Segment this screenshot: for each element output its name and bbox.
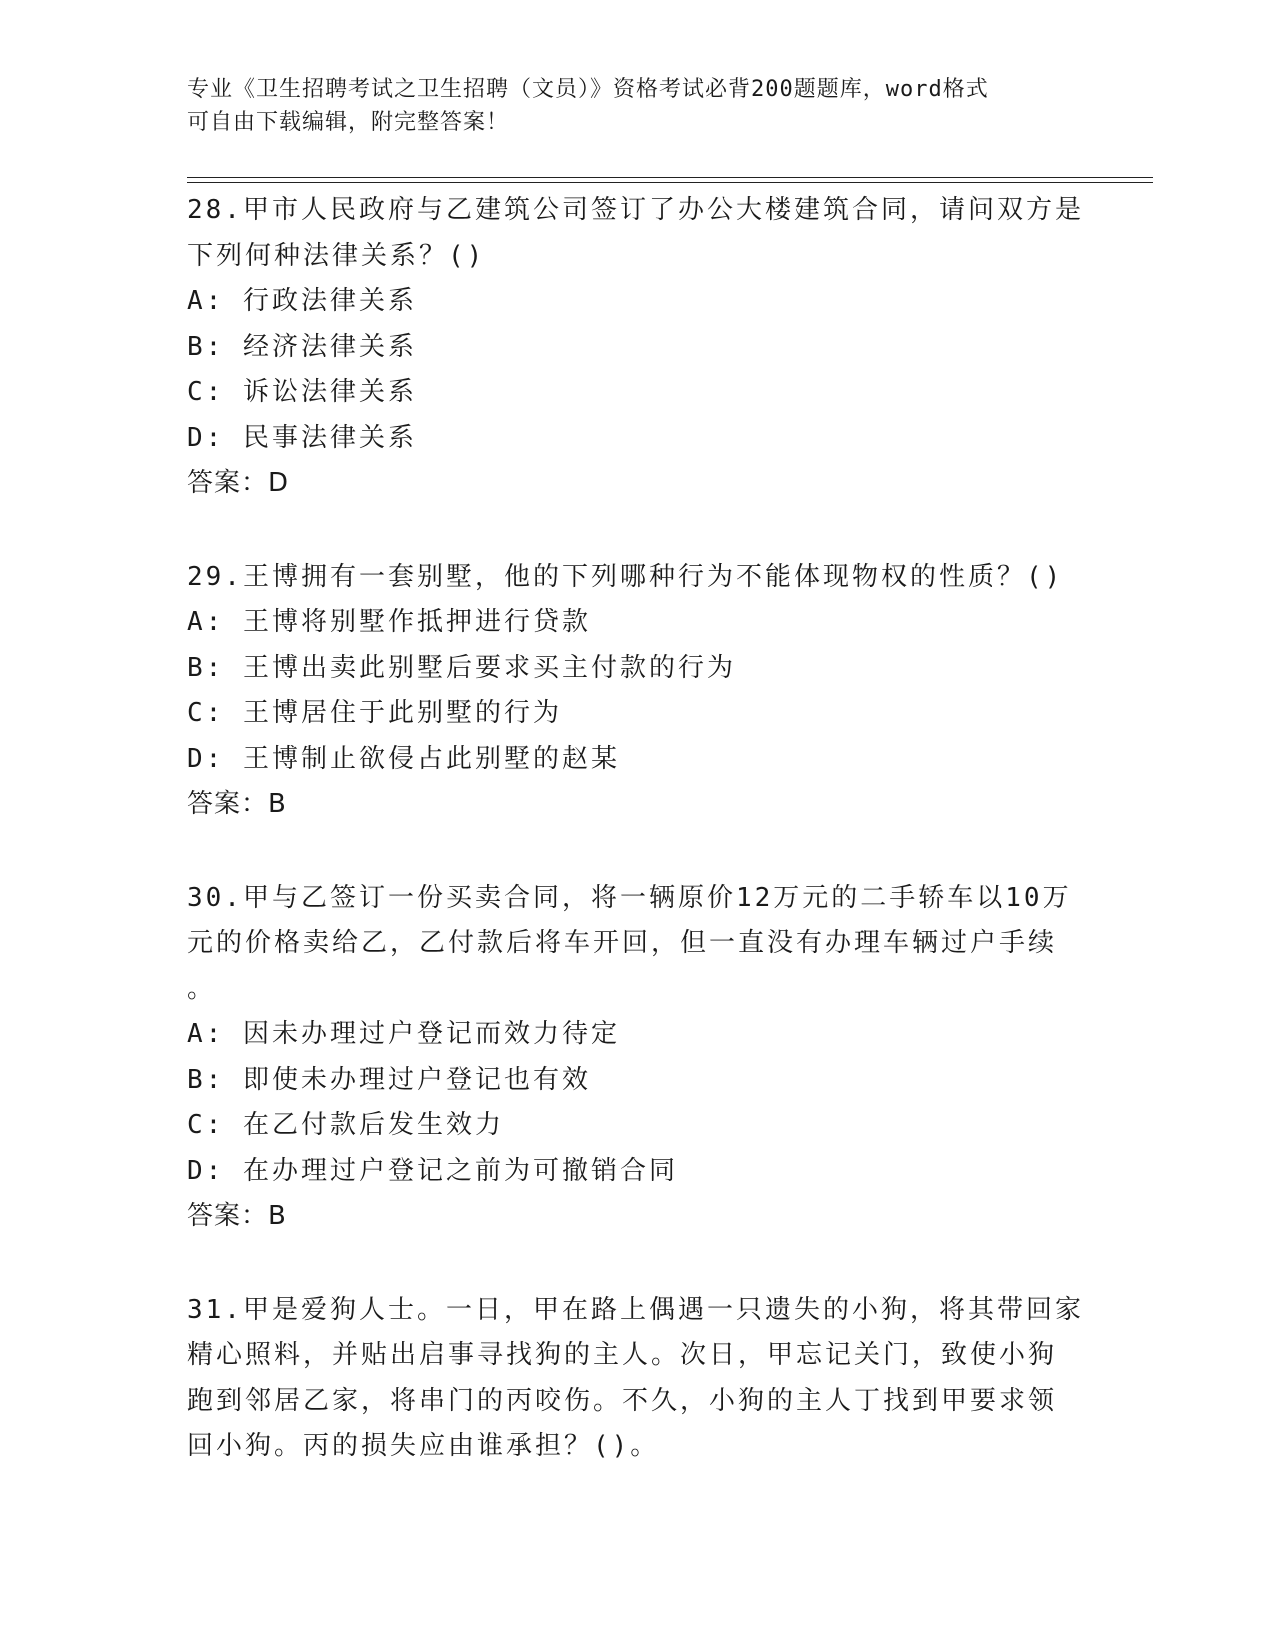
- option-b: B: 即使未办理过户登记也有效: [187, 1064, 591, 1095]
- question-text: 30.甲与乙签订一份买卖合同，将一辆原价12万元的二手轿车以10万: [187, 882, 1072, 913]
- question-31: [187, 1288, 1084, 1470]
- question-text: 29.王博拥有一套别墅，他的下列哪种行为不能体现物权的性质？(): [187, 561, 1064, 592]
- option-a: A: 行政法律关系: [187, 286, 417, 316]
- option-b: B: 王博出卖此别墅后要求买主付款的行为: [187, 652, 736, 683]
- header-divider: [187, 177, 1153, 178]
- question-text: 下列何种法律关系？(): [187, 240, 486, 271]
- option-c: C: 王博居住于此别墅的行为: [187, 698, 562, 728]
- document-header: [187, 73, 1067, 139]
- question-text: 31.甲是爱狗人士。一日，甲在路上偶遇一只遗失的小狗，将其带回家: [187, 1294, 1084, 1325]
- option-d: D: 民事法律关系: [187, 422, 417, 453]
- answer: 答案：D: [187, 468, 290, 498]
- question-text: 跑到邻居乙家，将串门的丙咬伤。不久，小狗的主人丁找到甲要求领: [187, 1385, 1058, 1416]
- question-text: 元的价格卖给乙，乙付款后将车开回，但一直没有办理车辆过户手续: [187, 928, 1058, 958]
- question-text: 回小狗。丙的损失应由谁承担？()。: [187, 1431, 660, 1461]
- option-c: C: 诉讼法律关系: [187, 377, 417, 407]
- header-line: 专业《卫生招聘考试之卫生招聘（文员）》资格考试必背200题题库，word格式: [187, 77, 989, 102]
- header-line: 可自由下载编辑，附完整答案！: [187, 110, 510, 135]
- answer: 答案：B: [187, 789, 287, 819]
- option-c: C: 在乙付款后发生效力: [187, 1110, 504, 1140]
- option-a: A: 王博将别墅作抵押进行贷款: [187, 607, 591, 637]
- question-30: [187, 876, 1072, 1240]
- question-text: 。: [187, 973, 217, 1004]
- header-divider: [187, 182, 1153, 183]
- question-text: 精心照料，并贴出启事寻找狗的主人。次日，甲忘记关门，致使小狗: [187, 1340, 1058, 1370]
- question-29: [187, 555, 1067, 828]
- option-d: D: 在办理过户登记之前为可撤销合同: [187, 1155, 678, 1186]
- option-d: D: 王博制止欲侵占此别墅的赵某: [187, 743, 620, 774]
- answer: 答案：B: [187, 1201, 287, 1231]
- question-text: 28.甲市人民政府与乙建筑公司签订了办公大楼建筑合同，请问双方是: [187, 195, 1084, 225]
- question-list: [187, 188, 1084, 1470]
- option-a: A: 因未办理过户登记而效力待定: [187, 1019, 620, 1049]
- option-b: B: 经济法律关系: [187, 331, 417, 362]
- question-28: [187, 188, 1084, 507]
